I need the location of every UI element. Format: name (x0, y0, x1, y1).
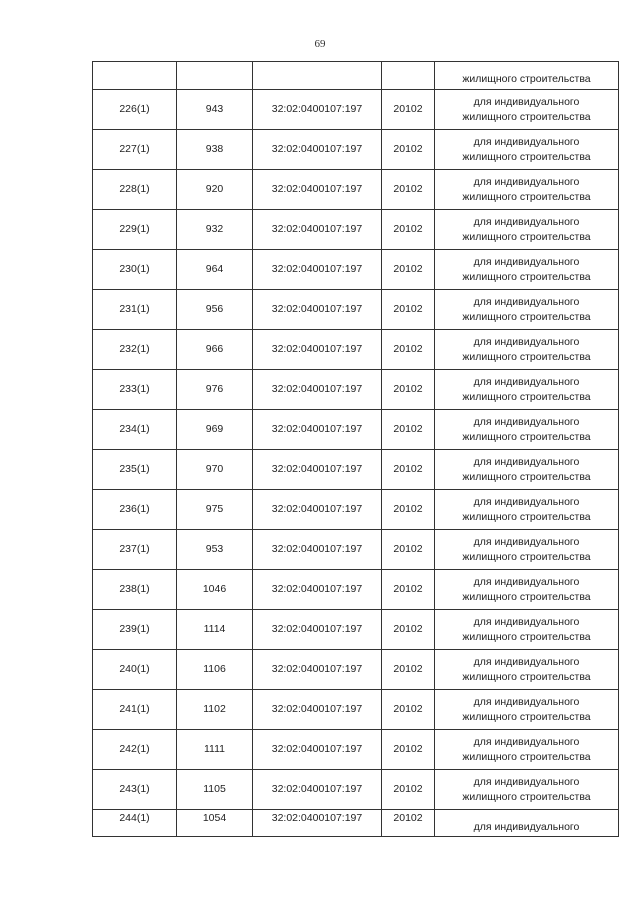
purpose-line-1: для индивидуального (473, 535, 580, 548)
purpose-line-2: жилищного строительства (462, 310, 591, 323)
cell-cadastre: 32:02:0400107:197 (253, 450, 382, 490)
purpose-line-1: для индивидуального (473, 215, 580, 228)
cell-purpose (435, 650, 619, 690)
cell-number: 239(1) (93, 610, 177, 650)
cell-number: 242(1) (93, 730, 177, 770)
purpose-line-1: для индивидуального (473, 575, 580, 588)
table-row (93, 250, 619, 290)
cell-area: 920 (177, 170, 253, 210)
purpose-line-2: жилищного строительства (462, 190, 591, 203)
cell-area: 938 (177, 130, 253, 170)
cell-purpose (435, 370, 619, 410)
cell-purpose (435, 170, 619, 210)
cell-purpose (435, 490, 619, 530)
table-row (93, 610, 619, 650)
cell-area (177, 62, 253, 90)
cell-purpose (435, 450, 619, 490)
cell-area: 1114 (177, 610, 253, 650)
cell-number: 227(1) (93, 130, 177, 170)
cell-purpose (435, 210, 619, 250)
cell-area: 966 (177, 330, 253, 370)
purpose-line-1: для индивидуального (473, 775, 580, 788)
table-row (93, 290, 619, 330)
table-row (93, 130, 619, 170)
cell-purpose: жилищного строительства (435, 62, 619, 90)
cell-number: 229(1) (93, 210, 177, 250)
purpose-line-1: для индивидуального (473, 375, 580, 388)
table-row (93, 730, 619, 770)
cell-number: 240(1) (93, 650, 177, 690)
purpose-line-2: жилищного строительства (462, 510, 591, 523)
cell-code: 20102 (382, 770, 435, 810)
purpose-line-2: жилищного строительства (462, 230, 591, 243)
cell-code: 20102 (382, 730, 435, 770)
cell-cadastre: 32:02:0400107:197 (253, 250, 382, 290)
purpose-line-1: для индивидуального (473, 415, 580, 428)
cell-code: 20102 (382, 690, 435, 730)
cell-purpose (435, 130, 619, 170)
cell-code (382, 62, 435, 90)
table-row (93, 770, 619, 810)
table-row (93, 690, 619, 730)
cell-cadastre: 32:02:0400107:197 (253, 810, 382, 837)
purpose-line-2: жилищного строительства (462, 430, 591, 443)
purpose-line-2: жилищного строительства (462, 550, 591, 563)
cell-code: 20102 (382, 450, 435, 490)
table-row (93, 490, 619, 530)
purpose-line-1: для индивидуального (473, 655, 580, 668)
purpose-line-2: жилищного строительства (462, 750, 591, 763)
table-row (93, 570, 619, 610)
cell-area: 1102 (177, 690, 253, 730)
purpose-line-2: жилищного строительства (462, 390, 591, 403)
cell-area: 970 (177, 450, 253, 490)
cell-area: 964 (177, 250, 253, 290)
purpose-line-1: для индивидуального (473, 255, 580, 268)
cell-number: 235(1) (93, 450, 177, 490)
cell-purpose (435, 90, 619, 130)
cell-cadastre: 32:02:0400107:197 (253, 290, 382, 330)
cell-number: 231(1) (93, 290, 177, 330)
table-row-continued (93, 62, 619, 90)
table-row (93, 650, 619, 690)
table-row (93, 530, 619, 570)
cell-purpose (435, 770, 619, 810)
cell-purpose (435, 410, 619, 450)
cell-number (93, 62, 177, 90)
cell-code: 20102 (382, 210, 435, 250)
cell-cadastre: 32:02:0400107:197 (253, 370, 382, 410)
cell-cadastre: 32:02:0400107:197 (253, 690, 382, 730)
cell-cadastre: 32:02:0400107:197 (253, 170, 382, 210)
cell-purpose (435, 690, 619, 730)
cell-code: 20102 (382, 250, 435, 290)
purpose-line-1: для индивидуального (473, 695, 580, 708)
cell-area: 943 (177, 90, 253, 130)
table-row-truncated (93, 810, 619, 837)
cell-code: 20102 (382, 490, 435, 530)
cell-cadastre: 32:02:0400107:197 (253, 610, 382, 650)
cell-area: 953 (177, 530, 253, 570)
cell-purpose (435, 730, 619, 770)
cell-number: 244(1) (93, 810, 177, 837)
cell-number: 237(1) (93, 530, 177, 570)
cell-cadastre: 32:02:0400107:197 (253, 530, 382, 570)
cell-cadastre: 32:02:0400107:197 (253, 210, 382, 250)
cell-area: 1054 (177, 810, 253, 837)
cell-cadastre: 32:02:0400107:197 (253, 130, 382, 170)
cell-area: 932 (177, 210, 253, 250)
cell-area: 1106 (177, 650, 253, 690)
cell-cadastre: 32:02:0400107:197 (253, 330, 382, 370)
purpose-line-1: для индивидуального (473, 295, 580, 308)
cell-cadastre: 32:02:0400107:197 (253, 410, 382, 450)
cell-area: 969 (177, 410, 253, 450)
cell-area: 1111 (177, 730, 253, 770)
cell-cadastre: 32:02:0400107:197 (253, 90, 382, 130)
land-plots-table (92, 61, 619, 837)
cell-number: 233(1) (93, 370, 177, 410)
cell-purpose (435, 330, 619, 370)
table-row (93, 210, 619, 250)
cell-cadastre: 32:02:0400107:197 (253, 650, 382, 690)
cell-purpose (435, 290, 619, 330)
cell-code: 20102 (382, 170, 435, 210)
purpose-line-1: для индивидуального (473, 735, 580, 748)
table-row (93, 90, 619, 130)
cell-number: 241(1) (93, 690, 177, 730)
cell-code: 20102 (382, 370, 435, 410)
cell-cadastre (253, 62, 382, 90)
cell-area: 956 (177, 290, 253, 330)
purpose-line-1: для индивидуального (473, 455, 580, 468)
cell-code: 20102 (382, 130, 435, 170)
cell-number: 243(1) (93, 770, 177, 810)
cell-code: 20102 (382, 290, 435, 330)
cell-area: 1046 (177, 570, 253, 610)
cell-number: 228(1) (93, 170, 177, 210)
cell-number: 230(1) (93, 250, 177, 290)
cell-purpose: для индивидуального (435, 810, 619, 837)
cell-purpose (435, 570, 619, 610)
purpose-line-2: жилищного строительства (462, 470, 591, 483)
cell-code: 20102 (382, 810, 435, 837)
purpose-line-2: жилищного строительства (462, 590, 591, 603)
cell-purpose (435, 610, 619, 650)
cell-code: 20102 (382, 410, 435, 450)
cell-number: 232(1) (93, 330, 177, 370)
purpose-line-2: жилищного строительства (462, 670, 591, 683)
purpose-line-1: для индивидуального (473, 135, 580, 148)
purpose-line-1: для индивидуального (473, 615, 580, 628)
cell-purpose (435, 530, 619, 570)
table-row (93, 170, 619, 210)
purpose-line-2: жилищного строительства (462, 630, 591, 643)
cell-number: 238(1) (93, 570, 177, 610)
cell-code: 20102 (382, 90, 435, 130)
cell-code: 20102 (382, 530, 435, 570)
purpose-line-1: для индивидуального (473, 335, 580, 348)
purpose-line-1: для индивидуального (473, 495, 580, 508)
cell-area: 1105 (177, 770, 253, 810)
cell-number: 226(1) (93, 90, 177, 130)
purpose-line-2: жилищного строительства (462, 270, 591, 283)
cell-code: 20102 (382, 330, 435, 370)
purpose-line-2: жилищного строительства (462, 710, 591, 723)
table-row (93, 330, 619, 370)
cell-cadastre: 32:02:0400107:197 (253, 490, 382, 530)
cell-cadastre: 32:02:0400107:197 (253, 730, 382, 770)
cell-code: 20102 (382, 650, 435, 690)
purpose-line-1: для индивидуального (473, 95, 580, 108)
cell-cadastre: 32:02:0400107:197 (253, 570, 382, 610)
cell-code: 20102 (382, 570, 435, 610)
purpose-line-2: жилищного строительства (462, 150, 591, 163)
cell-area: 976 (177, 370, 253, 410)
purpose-line-2: жилищного строительства (462, 350, 591, 363)
cell-area: 975 (177, 490, 253, 530)
table-row (93, 370, 619, 410)
cell-cadastre: 32:02:0400107:197 (253, 770, 382, 810)
table-row (93, 450, 619, 490)
page-number: 69 (314, 38, 326, 50)
cell-number: 236(1) (93, 490, 177, 530)
purpose-line-1: для индивидуального (473, 175, 580, 188)
purpose-line-2: жилищного строительства (462, 790, 591, 803)
purpose-line-2: жилищного строительства (462, 110, 591, 123)
cell-number: 234(1) (93, 410, 177, 450)
cell-purpose (435, 250, 619, 290)
cell-code: 20102 (382, 610, 435, 650)
table-row (93, 410, 619, 450)
